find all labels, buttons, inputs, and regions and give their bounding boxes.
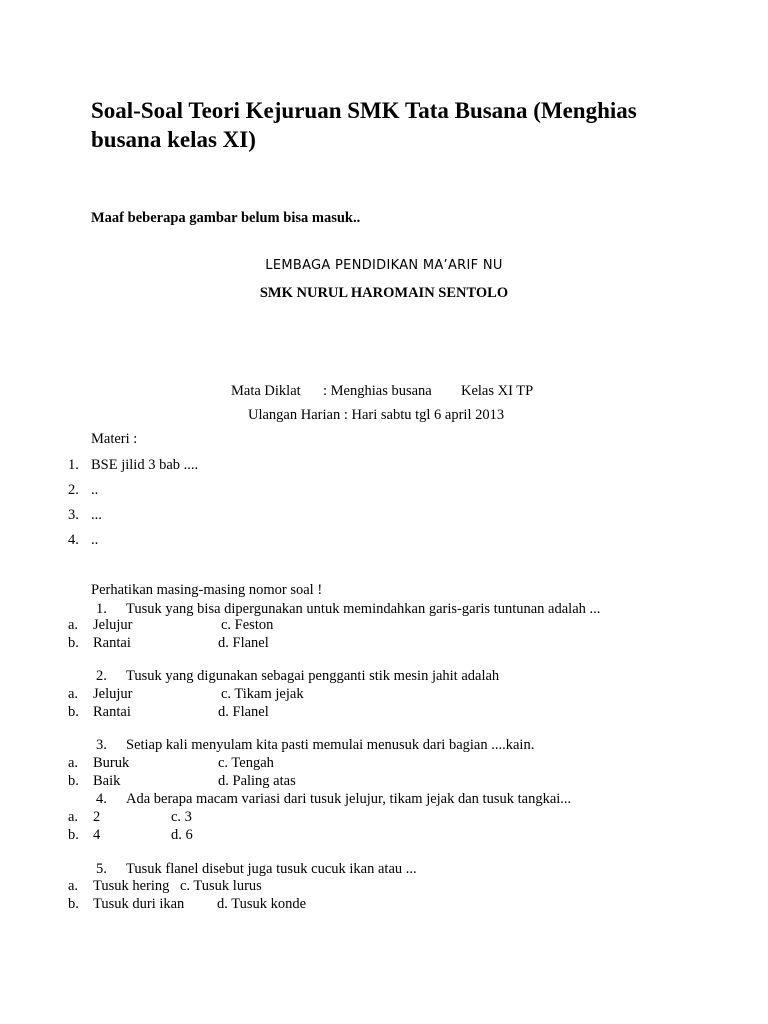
question-number: 5. — [96, 861, 107, 877]
option-a: Buruk — [93, 755, 130, 771]
exam-line: Ulangan Harian : Hari sabtu tgl 6 april 2013 — [248, 407, 505, 423]
option-letter-b: b. — [68, 827, 79, 843]
option-letter-b: b. — [68, 704, 79, 720]
option-b: Rantai — [93, 704, 131, 720]
document-title: Soal-Soal Teori Kejuruan SMK Tata Busana (Menghias busana kelas XI) — [91, 98, 637, 152]
materi-number: 1. — [68, 457, 79, 473]
materi-number: 4. — [68, 532, 79, 548]
option-letter-b: b. — [68, 635, 79, 651]
option-a: Jelujur — [93, 686, 133, 702]
option-b: Baik — [93, 773, 121, 789]
question-number: 1. — [96, 601, 107, 617]
option-a: 2 — [93, 809, 101, 825]
option-letter-a: a. — [68, 878, 79, 894]
materi-label: Materi : — [91, 431, 138, 447]
institution-name: LEMBAGA PENDIDIKAN MA’ARIF NU — [265, 258, 503, 273]
option-c: c. Tusuk lurus — [180, 878, 262, 894]
note-text: Maaf beberapa gambar belum bisa masuk.. — [91, 210, 361, 226]
subject-value: : Menghias busana — [323, 383, 432, 399]
option-a: Tusuk hering — [93, 878, 170, 894]
materi-item: .. — [91, 482, 99, 498]
instruction-text: Perhatikan masing-masing nomor soal ! — [91, 582, 323, 598]
option-letter-a: a. — [68, 617, 79, 633]
question-number: 2. — [96, 668, 107, 684]
question-text: Setiap kali menyulam kita pasti memulai menusuk dari bagian ....kain. — [126, 737, 535, 753]
option-c: c. 3 — [171, 809, 192, 825]
option-a: Jelujur — [93, 617, 133, 633]
option-c: c. Tengah — [218, 755, 274, 771]
class-label: Kelas XI TP — [461, 383, 534, 399]
option-d: d. Flanel — [218, 635, 269, 651]
option-b: 4 — [93, 827, 101, 843]
materi-item: ... — [91, 507, 102, 523]
school-name: SMK NURUL HAROMAIN SENTOLO — [259, 285, 509, 301]
option-letter-a: a. — [68, 755, 79, 771]
option-letter-b: b. — [68, 896, 79, 912]
materi-number: 2. — [68, 482, 79, 498]
question-text: Ada berapa macam variasi dari tusuk jelujur, tikam jejak dan tusuk tangkai... — [126, 791, 572, 807]
question-text: Tusuk yang digunakan sebagai pengganti stik mesin jahit adalah — [126, 668, 500, 684]
option-d: d. Flanel — [218, 704, 269, 720]
materi-item: BSE jilid 3 bab .... — [91, 457, 199, 473]
option-b: Rantai — [93, 635, 131, 651]
option-letter-b: b. — [68, 773, 79, 789]
option-d: d. Tusuk konde — [217, 896, 307, 912]
option-b: Tusuk duri ikan — [93, 896, 185, 912]
option-d: d. Paling atas — [218, 773, 296, 789]
question-text: Tusuk yang bisa dipergunakan untuk memindahkan garis-garis tuntunan adalah ... — [126, 601, 601, 617]
subject-label: Mata Diklat — [231, 383, 301, 399]
option-letter-a: a. — [68, 809, 79, 825]
question-number: 4. — [96, 791, 107, 807]
option-d: d. 6 — [171, 827, 193, 843]
question-number: 3. — [96, 737, 107, 753]
materi-item: .. — [91, 532, 99, 548]
option-c: c. Tikam jejak — [221, 686, 304, 702]
materi-number: 3. — [68, 507, 79, 523]
option-c: c. Feston — [221, 617, 274, 633]
option-letter-a: a. — [68, 686, 79, 702]
question-text: Tusuk flanel disebut juga tusuk cucuk ikan atau ... — [126, 861, 417, 877]
